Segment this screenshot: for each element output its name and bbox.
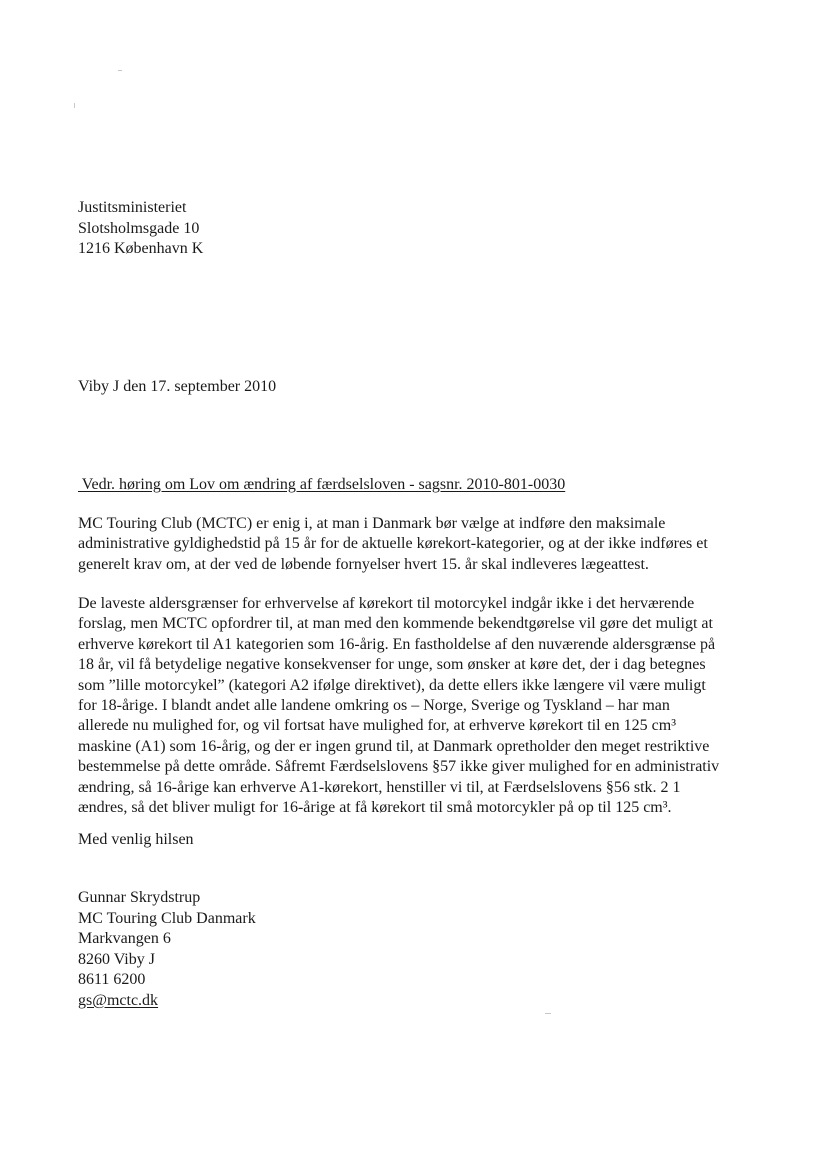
- body-paragraph-1: [78, 514, 758, 575]
- paragraph-line: De laveste aldersgrænser for erhvervelse af kørekort til motorcykel indgår ikke i det herværende: [78, 595, 695, 612]
- signer-organization: MC Touring Club Danmark: [78, 909, 256, 927]
- body-paragraph-2: [78, 594, 758, 818]
- scan-speck: [545, 1013, 551, 1014]
- paragraph-line: administrative gyldighedstid på 15 år for de aktuelle kørekort-kategorier, og at der ikke indføres et: [78, 535, 708, 553]
- subject-line: Vedr. høring om Lov om ændring af færdselsloven - sagsnr. 2010-801-0030: [78, 476, 566, 493]
- recipient-line: Slotsholmsgade 10: [78, 219, 200, 237]
- paragraph-line: allerede nu mulighed for, og vil fortsat have mulighed for, at erhverve kørekort til en 125 cm³: [78, 717, 676, 735]
- recipient-address: [78, 198, 203, 260]
- paragraph-line: erhverve kørekort til A1 kategorien som 16-årig. En fastholdelse af den nuværende aldersgrænse på: [78, 635, 716, 653]
- paragraph-line: som ”lille motorcykel” (kategori A2 ifølge direktivet), da dette ellers ikke længere vil være muligt: [78, 676, 706, 694]
- paragraph-line: forslag, men MCTC opfordrer til, at man med den kommende bekendtgørelse vil gøre det muligt at: [78, 615, 713, 633]
- closing-salutation: Med venlig hilsen: [78, 831, 194, 848]
- recipient-line: 1216 København K: [78, 240, 204, 257]
- paragraph-line: maskine (A1) som 16-årig, og der er ingen grund til, at Danmark opretholder den meget restriktive: [78, 737, 710, 755]
- paragraph-line: ændres, så det bliver muligt for 16-årige at få kørekort til små motorcykler på op til 125 cm³.: [78, 799, 672, 817]
- signer-email-link[interactable]: gs@mctc.dk: [78, 991, 159, 1009]
- signer-name: Gunnar Skrydstrup: [78, 889, 201, 906]
- paragraph-line: MC Touring Club (MCTC) er enig i, at man i Danmark bør vælge at indføre den maksimale: [78, 515, 666, 532]
- signer-street: Markvangen 6: [78, 930, 171, 947]
- paragraph-line: ændring, så 16-årige kan erhverve A1-kørekort, henstiller vi til, at Færdselslovens §56 stk. 2 1: [78, 778, 681, 796]
- scan-speck: [74, 103, 75, 108]
- scan-speck: [118, 70, 122, 71]
- signer-phone: 8611 6200: [78, 971, 146, 988]
- date-line: Viby J den 17. september 2010: [78, 378, 277, 395]
- signature-block: [78, 888, 256, 1011]
- paragraph-line: generelt krav om, at der ved de løbende fornyelser hvert 15. år skal indleveres lægeattest.: [78, 555, 649, 573]
- paragraph-line: 18 år, vil få betydelige negative konsekvenser for unge, som ønsker at køre det, der i dag betegnes: [78, 656, 706, 674]
- paragraph-line: for 18-årige. I blandt andet alle landene omkring os – Norge, Sverige og Tyskland – har man: [78, 697, 670, 715]
- paragraph-line: bestemmelse på dette område. Såfremt Færdselslovens §57 ikke giver mulighed for en administrativ: [78, 758, 720, 776]
- signer-city: 8260 Viby J: [78, 950, 155, 968]
- recipient-line: Justitsministeriet: [78, 199, 187, 216]
